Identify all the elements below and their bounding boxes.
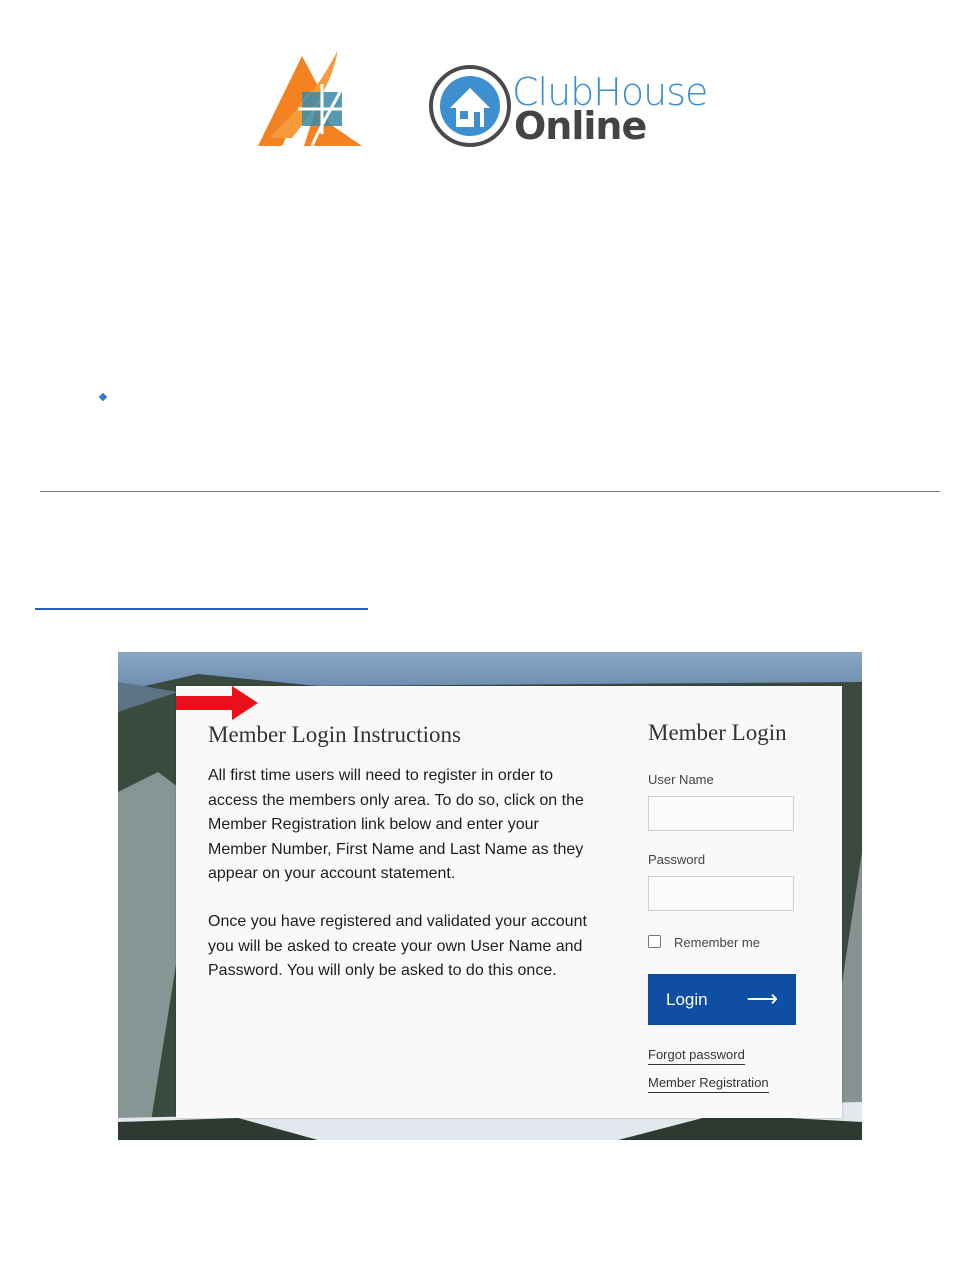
forgot-password-link[interactable]: Forgot password [648,1047,745,1065]
member-registration-link[interactable]: Member Registration [648,1075,769,1093]
brand-name-line2: Online [514,104,647,148]
login-button-label: Login [666,989,708,1009]
instructions-paragraph: Once you have registered and validated your account you will be asked to create your own User Name and Password. You will only be asked to do this once. [208,913,587,979]
username-label: User Name [648,772,714,787]
brand-name-line1: ClubHouse [512,70,708,114]
password-input[interactable] [648,876,794,911]
red-arrow-icon [176,686,258,720]
instructions-title: Member Login Instructions [208,722,461,747]
link-underline[interactable] [35,608,368,610]
divider [40,491,940,492]
login-title: Member Login [648,720,787,745]
instructions-paragraph: All first time users will need to register in order to access the members only area. To do so, click on the Member Registration link below and enter your Member Number, First Name and Last Name as they appear on your account statement. [208,767,584,882]
remember-me-checkbox[interactable] [648,935,661,948]
login-button[interactable] [648,974,796,1025]
password-label: Password [648,852,706,867]
mountain-emblem-logo [252,42,372,150]
login-screenshot [118,652,862,1140]
bullet-icon [99,393,107,401]
username-input[interactable] [648,796,794,831]
remember-me-label: Remember me [674,935,760,950]
clubhouse-house-logo [428,64,514,148]
arrow-right-icon: ⟶ [746,986,778,1011]
login-card [176,686,842,1118]
